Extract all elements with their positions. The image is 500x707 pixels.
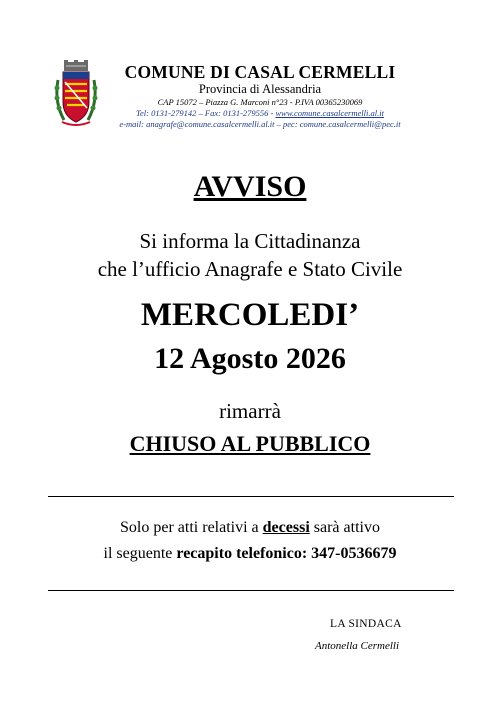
- website-link[interactable]: www.comune.casalcermelli.al.it: [275, 108, 384, 118]
- divider-top: [48, 496, 454, 497]
- divider-bottom: [48, 590, 454, 591]
- closure-day: MERCOLEDI’: [140, 297, 360, 333]
- phone-fax-text: Tel: 0131-279142 – Fax: 0131-279556 -: [136, 108, 276, 118]
- notice-title: AVVISO: [193, 170, 307, 203]
- emergency-note-line-1: [0, 518, 500, 538]
- intro-line-1: Si informa la Cittadinanza: [139, 229, 361, 253]
- email-line: e-mail: anagrafe@comune.casalcermelli.al.it – pec: comune.casalcermelli@pec.it: [119, 119, 401, 129]
- letterhead: [52, 58, 452, 133]
- municipal-crest-icon: [52, 58, 100, 130]
- signature-name: Antonella Cermelli: [315, 640, 400, 652]
- emergency-text-3: il seguente: [103, 545, 177, 562]
- emergency-text-2: sarà attivo: [309, 519, 380, 536]
- will-be-text: rimarrà: [219, 399, 281, 423]
- intro-line-2: che l’ufficio Anagrafe e Stato Civile: [97, 257, 403, 281]
- province-name: Provincia di Alessandria: [198, 82, 322, 96]
- phone-label: recapito telefonico:: [176, 545, 308, 562]
- address-line: CAP 15072 – Piazza G. Marconi n°23 - P.IVA 00365230069: [157, 97, 363, 107]
- emergency-note-line-2: [0, 544, 500, 564]
- emergency-text-1: Solo per atti relativi a: [120, 519, 263, 536]
- closure-status: CHIUSO AL PUBBLICO: [129, 431, 371, 456]
- emergency-keyword: decessi: [262, 519, 310, 536]
- emergency-phone-number: 347-0536679: [311, 545, 397, 562]
- signature-title: LA SINDACA: [330, 618, 402, 630]
- phone-fax-line: [110, 108, 410, 119]
- closure-date: 12 Agosto 2026: [154, 342, 346, 375]
- municipality-name: COMUNE DI CASAL CERMELLI: [124, 62, 396, 82]
